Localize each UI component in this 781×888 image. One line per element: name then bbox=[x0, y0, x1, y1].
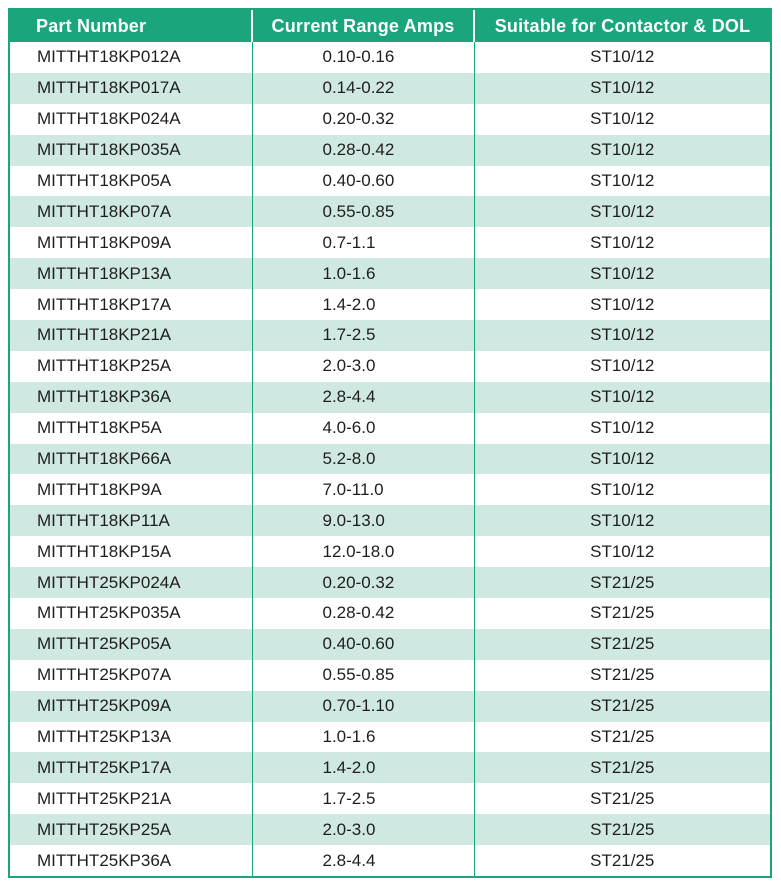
table-row bbox=[10, 196, 770, 227]
suitable-for-cell: ST21/25 bbox=[474, 660, 770, 691]
current-range-cell: 0.28-0.42 bbox=[252, 135, 474, 166]
part-number-cell: MITTHT18KP05A bbox=[10, 166, 252, 197]
part-number-cell: MITTHT25KP035A bbox=[10, 598, 252, 629]
suitable-for-cell: ST21/25 bbox=[474, 691, 770, 722]
part-number-cell: MITTHT18KP012A bbox=[10, 42, 252, 73]
table-row bbox=[10, 382, 770, 413]
table-row bbox=[10, 845, 770, 876]
current-range-cell: 0.55-0.85 bbox=[252, 660, 474, 691]
part-number-cell: MITTHT18KP11A bbox=[10, 505, 252, 536]
suitable-for-cell: ST10/12 bbox=[474, 505, 770, 536]
table-row bbox=[10, 722, 770, 753]
current-range-cell: 4.0-6.0 bbox=[252, 413, 474, 444]
current-range-cell: 0.20-0.32 bbox=[252, 104, 474, 135]
table-row bbox=[10, 73, 770, 104]
part-number-cell: MITTHT18KP25A bbox=[10, 351, 252, 382]
suitable-for-cell: ST10/12 bbox=[474, 166, 770, 197]
suitable-for-cell: ST21/25 bbox=[474, 722, 770, 753]
part-number-cell: MITTHT18KP09A bbox=[10, 227, 252, 258]
current-range-cell: 0.10-0.16 bbox=[252, 42, 474, 73]
suitable-for-cell: ST10/12 bbox=[474, 196, 770, 227]
suitable-for-cell: ST21/25 bbox=[474, 629, 770, 660]
current-range-cell: 1.4-2.0 bbox=[252, 289, 474, 320]
table-row bbox=[10, 814, 770, 845]
current-range-cell: 0.70-1.10 bbox=[252, 691, 474, 722]
part-number-cell: MITTHT25KP36A bbox=[10, 845, 252, 876]
part-number-cell: MITTHT18KP36A bbox=[10, 382, 252, 413]
part-number-cell: MITTHT18KP15A bbox=[10, 536, 252, 567]
part-number-cell: MITTHT25KP07A bbox=[10, 660, 252, 691]
current-range-cell: 0.7-1.1 bbox=[252, 227, 474, 258]
suitable-for-cell: ST10/12 bbox=[474, 258, 770, 289]
current-range-cell: 0.28-0.42 bbox=[252, 598, 474, 629]
part-number-cell: MITTHT25KP25A bbox=[10, 814, 252, 845]
part-number-cell: MITTHT25KP024A bbox=[10, 567, 252, 598]
table-row bbox=[10, 598, 770, 629]
suitable-for-cell: ST21/25 bbox=[474, 845, 770, 876]
table-row bbox=[10, 783, 770, 814]
current-range-cell: 2.8-4.4 bbox=[252, 382, 474, 413]
table-row bbox=[10, 660, 770, 691]
part-number-cell: MITTHT25KP17A bbox=[10, 752, 252, 783]
suitable-for-cell: ST10/12 bbox=[474, 227, 770, 258]
suitable-for-cell: ST10/12 bbox=[474, 413, 770, 444]
table-row bbox=[10, 227, 770, 258]
part-number-cell: MITTHT18KP17A bbox=[10, 289, 252, 320]
part-number-cell: MITTHT18KP21A bbox=[10, 320, 252, 351]
suitable-for-cell: ST10/12 bbox=[474, 536, 770, 567]
suitable-for-cell: ST10/12 bbox=[474, 104, 770, 135]
table-row bbox=[10, 474, 770, 505]
suitable-for-cell: ST10/12 bbox=[474, 474, 770, 505]
part-number-cell: MITTHT18KP13A bbox=[10, 258, 252, 289]
header-row bbox=[10, 10, 770, 42]
suitable-for-cell: ST10/12 bbox=[474, 73, 770, 104]
suitable-for-cell: ST21/25 bbox=[474, 814, 770, 845]
column-header-part-number: Part Number bbox=[10, 10, 252, 42]
table-row bbox=[10, 691, 770, 722]
current-range-cell: 2.0-3.0 bbox=[252, 351, 474, 382]
current-range-cell: 12.0-18.0 bbox=[252, 536, 474, 567]
column-header-suitable-for: Suitable for Contactor & DOL bbox=[474, 10, 770, 42]
table-row bbox=[10, 444, 770, 475]
suitable-for-cell: ST10/12 bbox=[474, 42, 770, 73]
table-row bbox=[10, 104, 770, 135]
current-range-cell: 5.2-8.0 bbox=[252, 444, 474, 475]
current-range-cell: 7.0-11.0 bbox=[252, 474, 474, 505]
current-range-cell: 2.8-4.4 bbox=[252, 845, 474, 876]
table-row bbox=[10, 258, 770, 289]
current-range-cell: 0.20-0.32 bbox=[252, 567, 474, 598]
current-range-cell: 0.55-0.85 bbox=[252, 196, 474, 227]
table-row bbox=[10, 752, 770, 783]
suitable-for-cell: ST21/25 bbox=[474, 752, 770, 783]
suitable-for-cell: ST21/25 bbox=[474, 783, 770, 814]
part-number-cell: MITTHT18KP017A bbox=[10, 73, 252, 104]
parts-table bbox=[10, 10, 770, 876]
part-number-cell: MITTHT25KP09A bbox=[10, 691, 252, 722]
suitable-for-cell: ST10/12 bbox=[474, 320, 770, 351]
table-row bbox=[10, 413, 770, 444]
current-range-cell: 1.0-1.6 bbox=[252, 258, 474, 289]
current-range-cell: 0.40-0.60 bbox=[252, 629, 474, 660]
current-range-cell: 0.14-0.22 bbox=[252, 73, 474, 104]
suitable-for-cell: ST10/12 bbox=[474, 382, 770, 413]
current-range-cell: 2.0-3.0 bbox=[252, 814, 474, 845]
part-number-cell: MITTHT25KP13A bbox=[10, 722, 252, 753]
part-number-cell: MITTHT18KP9A bbox=[10, 474, 252, 505]
part-number-cell: MITTHT18KP5A bbox=[10, 413, 252, 444]
suitable-for-cell: ST10/12 bbox=[474, 444, 770, 475]
current-range-cell: 1.4-2.0 bbox=[252, 752, 474, 783]
part-number-cell: MITTHT18KP66A bbox=[10, 444, 252, 475]
table-row bbox=[10, 320, 770, 351]
part-number-cell: MITTHT18KP024A bbox=[10, 104, 252, 135]
suitable-for-cell: ST21/25 bbox=[474, 567, 770, 598]
current-range-cell: 0.40-0.60 bbox=[252, 166, 474, 197]
table-row bbox=[10, 289, 770, 320]
part-number-cell: MITTHT18KP035A bbox=[10, 135, 252, 166]
parts-table-container bbox=[8, 8, 772, 878]
table-row bbox=[10, 505, 770, 536]
table-header bbox=[10, 10, 770, 42]
suitable-for-cell: ST10/12 bbox=[474, 351, 770, 382]
table-row bbox=[10, 629, 770, 660]
part-number-cell: MITTHT25KP05A bbox=[10, 629, 252, 660]
table-row bbox=[10, 135, 770, 166]
part-number-cell: MITTHT18KP07A bbox=[10, 196, 252, 227]
current-range-cell: 1.7-2.5 bbox=[252, 320, 474, 351]
part-number-cell: MITTHT25KP21A bbox=[10, 783, 252, 814]
current-range-cell: 1.0-1.6 bbox=[252, 722, 474, 753]
suitable-for-cell: ST10/12 bbox=[474, 289, 770, 320]
current-range-cell: 1.7-2.5 bbox=[252, 783, 474, 814]
table-row bbox=[10, 351, 770, 382]
suitable-for-cell: ST21/25 bbox=[474, 598, 770, 629]
table-row bbox=[10, 567, 770, 598]
current-range-cell: 9.0-13.0 bbox=[252, 505, 474, 536]
table-row bbox=[10, 42, 770, 73]
column-header-current-range: Current Range Amps bbox=[252, 10, 474, 42]
suitable-for-cell: ST10/12 bbox=[474, 135, 770, 166]
table-body bbox=[10, 42, 770, 876]
table-row bbox=[10, 166, 770, 197]
table-row bbox=[10, 536, 770, 567]
